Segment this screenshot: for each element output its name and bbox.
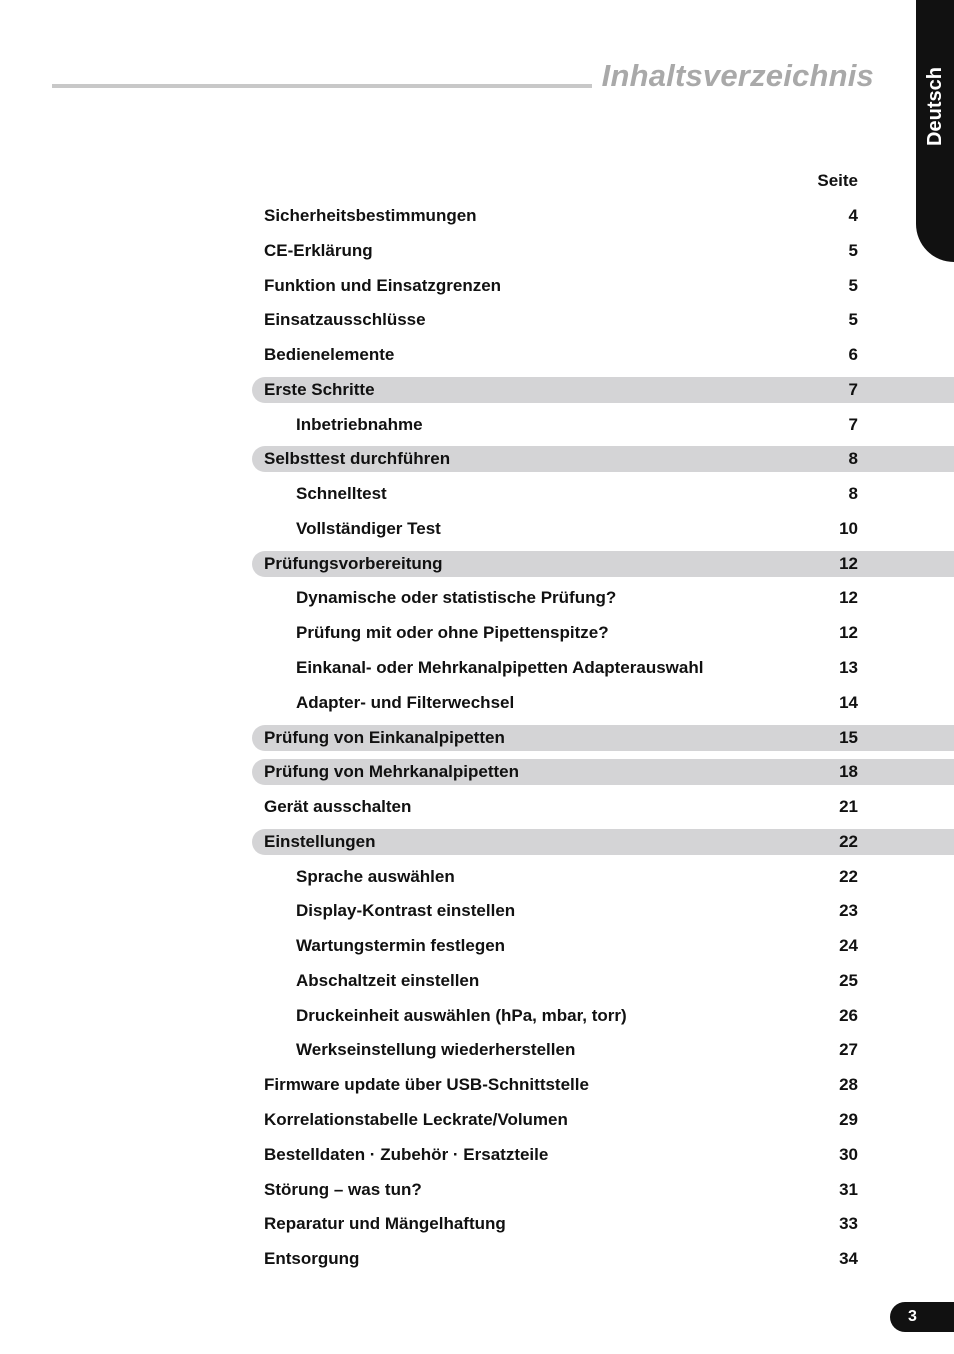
toc-entry-title: Sprache auswählen [296,867,455,886]
toc-entry-page: 28 [839,1075,858,1094]
toc-entry-title: Prüfung von Einkanalpipetten [264,728,505,747]
toc-entry[interactable] [252,203,954,229]
toc-entry-title: Einkanal- oder Mehrkanalpipetten Adapterauswahl [296,658,704,677]
toc-entry[interactable] [252,1107,954,1133]
toc-entry-title: Störung – was tun? [264,1180,422,1199]
toc-entry[interactable] [252,968,954,994]
toc-entry-page: 4 [848,206,858,225]
toc-entry-page: 13 [839,658,858,677]
toc-entry-page: 24 [839,936,858,955]
toc-entry[interactable] [252,1003,954,1029]
toc-entry-page: 18 [839,762,858,781]
toc-entry[interactable] [252,551,954,577]
toc-entry-page: 22 [839,832,858,851]
toc-entry[interactable] [252,829,954,855]
toc-entry-page: 31 [839,1180,858,1199]
toc-entry-page: 23 [839,901,858,920]
toc-entry-page: 8 [848,484,858,503]
toc-entry-title: Funktion und Einsatzgrenzen [264,276,502,295]
language-tab-label: Deutsch [923,66,946,146]
toc-entry-page: 22 [839,867,858,886]
toc-entry-title: Gerät ausschalten [264,797,412,816]
toc-entry-title: Erste Schritte [264,380,375,399]
toc-entry[interactable] [252,759,954,785]
toc-entry-page: 33 [839,1214,858,1233]
toc-entry-page: 27 [839,1040,858,1059]
toc-entry[interactable] [252,585,954,611]
page-number-badge [890,1302,954,1332]
page-title: Inhaltsverzeichnis [601,58,874,93]
toc-entry[interactable] [252,1142,954,1168]
toc-entry-title: Display-Kontrast einstellen [296,901,516,920]
toc-entry[interactable] [252,273,954,299]
toc-entry-title: Entsorgung [264,1249,360,1268]
toc-entry-title: Korrelationstabelle Leckrate/Volumen [264,1110,568,1129]
toc-entry-page: 12 [839,554,858,573]
toc-entry[interactable] [252,933,954,959]
toc-entry-title: Prüfung von Mehrkanalpipetten [264,762,520,781]
toc-entry-title: Druckeinheit auswählen (hPa, mbar, torr) [296,1006,627,1025]
toc-entry-title: Prüfungsvorbereitung [264,554,443,573]
toc-entry-page: 5 [848,276,858,295]
toc-entry-title: Sicherheitsbestimmungen [264,206,477,225]
toc-entry[interactable] [252,620,954,646]
toc-entry[interactable] [252,342,954,368]
toc-entry-title: Inbetriebnahme [296,415,423,434]
page-number: 3 [908,1308,917,1325]
toc-entry-page: 6 [848,345,858,364]
toc-entry-title: Reparatur und Mängelhaftung [264,1214,506,1233]
toc-entry[interactable] [252,377,954,403]
toc-entry-title: Prüfung mit oder ohne Pipettenspitze? [296,623,609,642]
toc-entry-title: Einsatzausschlüsse [264,310,426,329]
toc-entry-title: Schnelltest [296,484,387,503]
toc-entry[interactable] [252,1177,954,1203]
toc-entry-page: 5 [848,241,858,260]
toc-entry-page: 12 [839,588,858,607]
toc-entry-page: 34 [839,1249,858,1268]
header-rule [52,84,592,88]
toc-entry[interactable] [252,446,954,472]
toc-entry-page: 29 [839,1110,858,1129]
toc-entry-page: 14 [839,693,858,712]
toc-entry[interactable] [252,307,954,333]
toc-entry-title: Selbsttest durchführen [264,449,451,468]
toc-entry[interactable] [252,1211,954,1237]
toc-entry-title: Abschaltzeit einstellen [296,971,480,990]
toc-entry[interactable] [252,516,954,542]
page-column-header: Seite [817,171,858,190]
toc-entry-page: 30 [839,1145,858,1164]
toc-entry-title: Adapter- und Filterwechsel [296,693,515,712]
toc-entry[interactable] [252,412,954,438]
toc-entry-title: Vollständiger Test [296,519,441,538]
toc-entry-page: 7 [848,380,858,399]
toc-entry-page: 8 [848,449,858,468]
toc-entry-page: 25 [839,971,858,990]
toc-entry[interactable] [252,690,954,716]
toc-entry-page: 7 [848,415,858,434]
toc-entry-page: 21 [839,797,858,816]
toc-entry-title: Dynamische oder statistische Prüfung? [296,588,617,607]
toc-entry[interactable] [252,1072,954,1098]
toc-entry-title: Firmware update über USB-Schnittstelle [264,1075,589,1094]
toc-entry-page: 5 [848,310,858,329]
toc-entry-title: Wartungstermin festlegen [296,936,506,955]
toc-entry[interactable] [252,725,954,751]
toc-entry-title: Werkseinstellung wiederherstellen [296,1040,576,1059]
toc-entry[interactable] [252,1246,954,1272]
toc-entry-page: 10 [839,519,858,538]
toc-entry-title: Bestelldaten · Zubehör · Ersatzteile [264,1145,549,1164]
toc-entry[interactable] [252,655,954,681]
toc-entry[interactable] [252,1037,954,1063]
toc-entry[interactable] [252,898,954,924]
toc-entry[interactable] [252,238,954,264]
toc-entry-page: 12 [839,623,858,642]
toc-entry[interactable] [252,794,954,820]
toc-entry[interactable] [252,481,954,507]
toc-entry-page: 15 [839,728,858,747]
toc-entry-title: Einstellungen [264,832,376,851]
toc-entry-title: CE-Erklärung [264,241,373,260]
toc-entry[interactable] [252,864,954,890]
toc-entry-page: 26 [839,1006,858,1025]
toc-entry-title: Bedienelemente [264,345,395,364]
